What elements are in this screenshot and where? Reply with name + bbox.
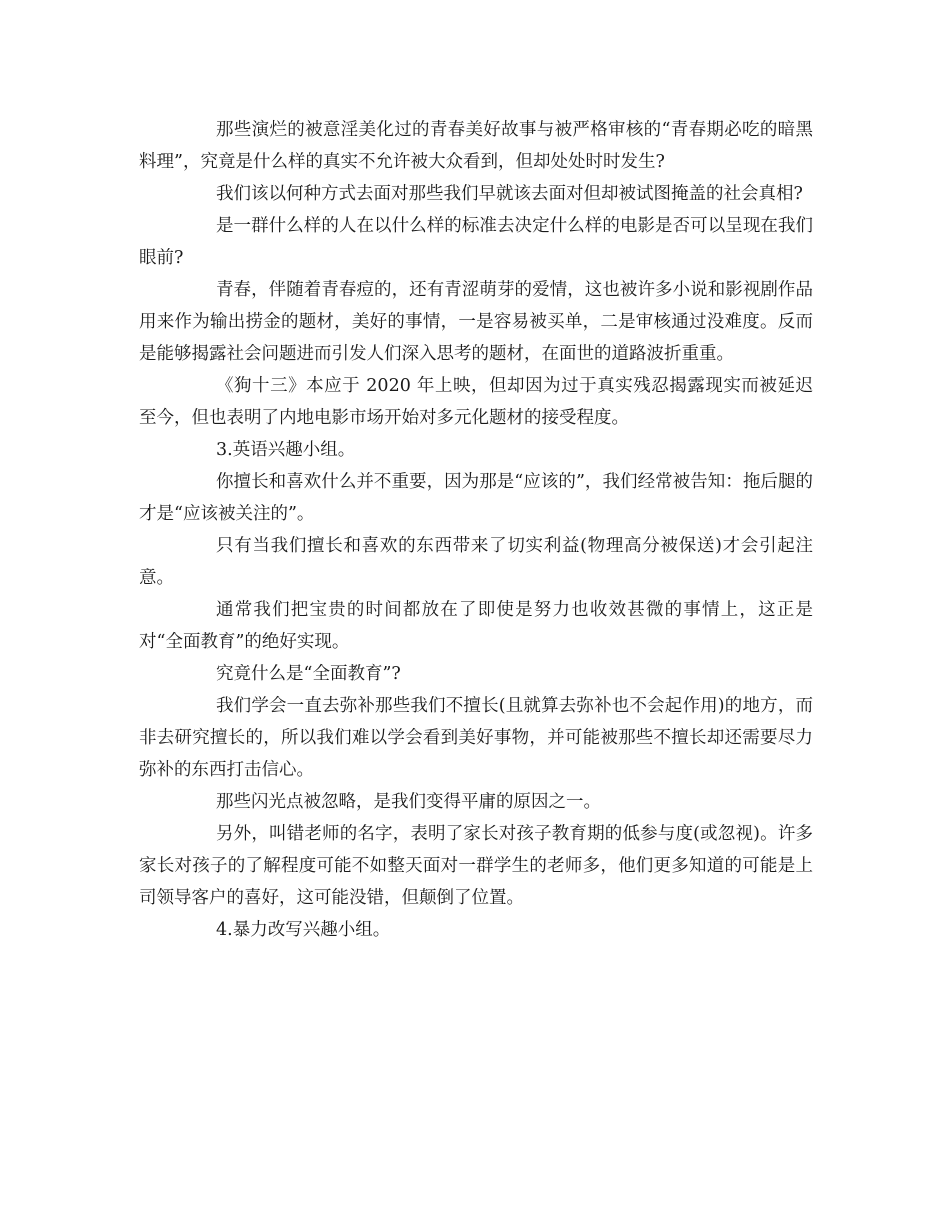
paragraph-2: 我们该以何种方式去面对那些我们早就该去面对但却被试图掩盖的社会真相? (216, 184, 803, 204)
paragraph-11: 我们学会一直去弥补那些我们不擅长(且就算去弥补也不会起作用)的地方，而非去研究擅长的，所以我们难以学会看到美好事物，并可能被那些不擅长却还需要尽力弥补的东西打击信心。 (139, 696, 813, 780)
section-heading-english-group: 3.英语兴趣小组。 (216, 440, 356, 460)
paragraph-10: 究竟什么是“全面教育”? (216, 664, 401, 684)
paragraph-7: 你擅长和喜欢什么并不重要，因为那是“应该的”，我们经常被告知：拖后腿的才是“应该被关注的”。 (139, 472, 813, 524)
paragraph-1: 那些演烂的被意淫美化过的青春美好故事与被严格审核的“青春期必吃的暗黑料理”，究竟是什么样的真实不允许被大众看到，但却处处时时发生? (139, 120, 813, 172)
paragraph-13: 另外，叫错老师的名字，表明了家长对孩子教育期的低参与度(或忽视)。许多家长对孩子的了解程度可能不如整天面对一群学生的老师多，他们更多知道的可能是上司领导客户的喜好，这可能没错，但颠倒了位置。 (139, 824, 813, 908)
paragraph-3: 是一群什么样的人在以什么样的标准去决定什么样的电影是否可以呈现在我们眼前? (139, 216, 813, 268)
section-heading-rewrite-group: 4.暴力改写兴趣小组。 (216, 920, 391, 940)
paragraph-9: 通常我们把宝贵的时间都放在了即使是努力也收效甚微的事情上，这正是对“全面教育”的绝好实现。 (139, 600, 813, 652)
document-body (139, 114, 813, 946)
paragraph-8: 只有当我们擅长和喜欢的东西带来了切实利益(物理高分被保送)才会引起注意。 (139, 536, 813, 588)
paragraph-4: 青春，伴随着青春痘的，还有青涩萌芽的爱情，这也被许多小说和影视剧作品用来作为输出捞金的题材，美好的事情，一是容易被买单，二是审核通过没难度。反而是能够揭露社会问题进而引发人们深入思考的题材，在面世的道路波折重重。 (139, 280, 813, 364)
paragraph-12: 那些闪光点被忽略，是我们变得平庸的原因之一。 (216, 792, 601, 812)
paragraph-5: 《狗十三》本应于 2020 年上映，但却因为过于真实残忍揭露现实而被延迟至今，但也表明了内地电影市场开始对多元化题材的接受程度。 (139, 376, 813, 428)
